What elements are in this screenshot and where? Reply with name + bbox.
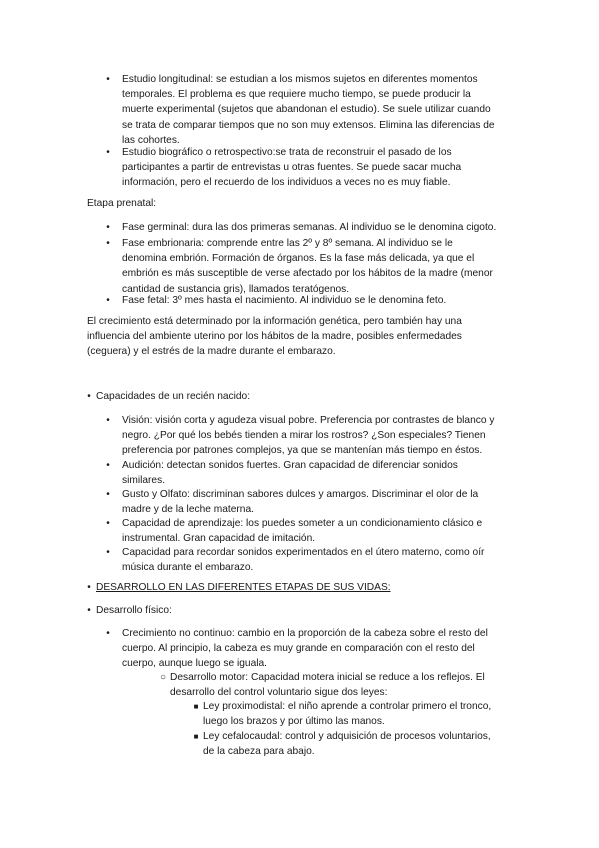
physical-growth: Crecimiento no continuo: cambio en la proporción de la cabeza sobre el resto del cuerpo. Al principio, la cabeza es muy grande en comparación con el resto del cuerpo, aunque luego se iguala. [122,628,488,670]
newborn-memory: Capacidad para recordar sonidos experimentados en el útero materno, como oír música durante el embarazo. [122,547,485,574]
bullet-dot: • [87,605,91,616]
bullet-dot: • [106,460,110,471]
bullet-dot: • [106,147,110,158]
physical-heading: Desarrollo físico: [96,605,172,616]
motor-development: Desarrollo motor: Capacidad motera inicial se reduce a los reflejos. El desarrollo del control voluntario sigue dos leyes: [170,672,485,699]
study-longitudinal: Estudio longitudinal: se estudian a los mismos sujetos en diferentes momentos temporales. El problema es que requiere mucho tiempo, se puede producir la muerte experimental (sujetos que abandonan el estudio). Se suele utilizar cuando se trata de comparar tiempos que no son muy extensos. Elimina las diferencias de las cohortes. [122,74,495,146]
newborn-audition: Audición: detectan sonidos fuertes. Gran capacidad de diferenciar sonidos similares. [122,460,458,487]
square-bullet: ■ [193,702,199,711]
bullet-dot: • [106,628,110,639]
bullet-dot: • [106,518,110,529]
law-cefalocaudal: Ley cefalocaudal: control y adquisición de procesos voluntarios, de la cabeza para abajo. [203,731,491,758]
circle-bullet: ○ [159,672,167,683]
prenatal-paragraph: El crecimiento está determinado por la información genética, pero también hay una influencia del ambiente uterino por los hábitos de la madre, posibles enfermedades (ceguera) y el estrés de la madre durante el embarazo. [87,316,462,358]
bullet-dot: • [106,295,110,306]
newborn-heading: Capacidades de un recién nacido: [96,391,251,402]
bullet-dot: • [106,222,110,233]
bullet-dot: • [87,391,91,402]
newborn-learning: Capacidad de aprendizaje: los puedes someter a un condicionamiento clásico e instrumental. Gran capacidad de imitación. [122,518,483,545]
phase-germinal: Fase germinal: dura las dos primeras semanas. Al individuo se le denomina cigoto. [122,222,497,233]
bullet-dot: • [106,547,110,558]
bullet-dot: • [106,415,110,426]
newborn-taste-smell: Gusto y Olfato: discriminan sabores dulces y amargos. Discriminar el olor de la madre y de la leche materna. [122,489,479,516]
law-proximodistal: Ley proximodistal: el niño aprende a controlar primero el tronco, luego los brazos y por último las manos. [203,701,492,728]
bullet-dot: • [106,489,110,500]
bullet-dot: • [106,238,110,249]
phase-embrionaria: Fase embrionaria: comprende entre las 2º y 8º semana. Al individuo se le denomina embrión. Formación de órganos. Es la fase más delicada, ya que el embrión es más susceptible de verse afectado por los hábitos de la madre (menor cantidad de sustancia gris), llamados teratógenos. [122,238,493,295]
phase-fetal: Fase fetal: 3º mes hasta el nacimiento. Al individuo se le denomina feto. [122,295,447,306]
bullet-dot: • [106,74,110,85]
stages-heading: DESARROLLO EN LAS DIFERENTES ETAPAS DE SUS VIDAS: [96,582,391,593]
square-bullet: ■ [193,732,199,741]
prenatal-heading: Etapa prenatal: [87,198,157,209]
newborn-vision: Visión: visión corta y agudeza visual pobre. Preferencia por contrastes de blanco y negro. ¿Por qué los bebés tienden a mirar los rostros? ¿Son especiales? Tienen preferencia por patrones complejos, ya que se mantenían más tiempo en éstos. [122,415,495,457]
bullet-dot: • [87,582,91,593]
study-biographic: Estudio biográfico o retrospectivo:se trata de reconstruir el pasado de los participantes a partir de entrevistas u otras fuentes. Se puede sacar mucha información, pero el recuerdo de los individuos a veces no es muy fiable. [122,147,462,189]
